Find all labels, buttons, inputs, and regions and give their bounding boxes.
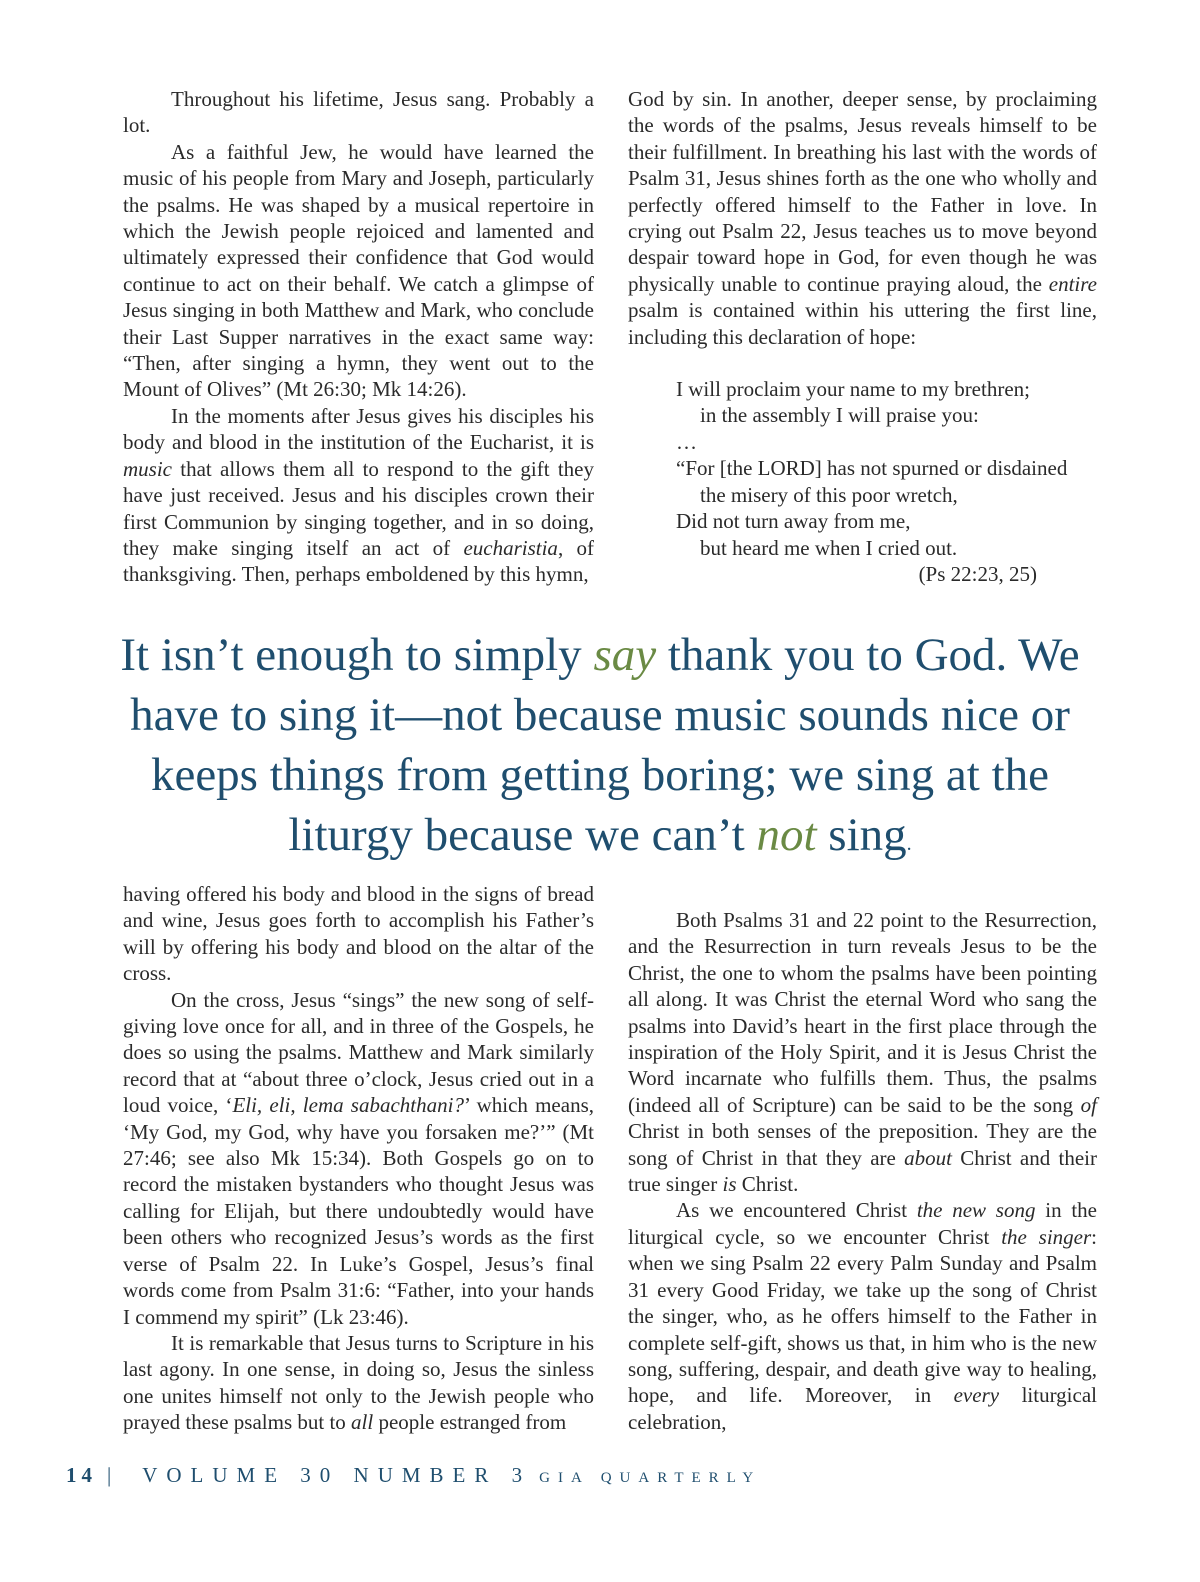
paragraph: As we encountered Christ the new song in the liturgical cycle, so we encounter Christ the singer: when we sing Psalm 22 every Palm Sunday and Psalm 31 every Good Friday, we take up the song of Christ the singer, who, as he offers himself to the Father in complete self-gift, shows us that, in him who is the new song, suffering, despair, and death give way to healing, hope, and life. Moreover, in every liturgical celebration, [628,1198,1098,1434]
column-top-left [123,86,594,588]
quote-line: in the assembly I will praise you: [700,403,979,428]
quote-line: … [676,429,697,454]
quote-line: “For [the LORD] has not spurned or disdained [676,456,1068,481]
page-footer [66,1463,1166,1488]
quote-line: but heard me when I cried out. [700,535,958,560]
paragraph: It is remarkable that Jesus turns to Scripture in his last agony. In one sense, in doing so, Jesus the sinless one unites himself not only to the Jewish people who prayed these psalms but to all people estranged from [123,1330,594,1435]
column-top-right [628,86,1097,587]
quote-line: I will proclaim your name to my brethren; [676,377,1030,402]
paragraph: As a faithful Jew, he would have learned the music of his people from Mary and Joseph, particularly the psalms. He was shaped by a musical repertoire in which the Jewish people rejoiced and lamented and ultimately expressed their confidence that God would continue to act on their behalf. We catch a glimpse of Jesus singing in both Matthew and Mark, who conclude their Last Supper narratives in the exact same way: “Then, after singing a hymn, they went out to the Mount of Olives” (Mt 26:30; Mk 14:26). [123,139,594,402]
paragraph: God by sin. In another, deeper sense, by proclaiming the words of the psalms, Jesus reveals himself to be their fulfillment. In breathing his last with the words of Psalm 31, Jesus shines forth as the one who wholly and perfectly offered himself to the Father in love. In crying out Psalm 22, Jesus teaches us to move beyond despair toward hope in God, for even though he was physically unable to continue praying aloud, the entire psalm is contained within his uttering the first line, including this declaration of hope: [628,87,1097,349]
paragraph: Both Psalms 31 and 22 point to the Resurrection, and the Resurrection in turn reveals Jesus to be the Christ, the one to whom the psalms have been pointing all along. It was Christ the eternal Word who sang the psalms into David’s heart in the first place through the inspiration of the Holy Spirit, and it is Jesus Christ the Word incarnate who fulfills them. Thus, the psalms (indeed all of Scripture) can be said to be the song of Christ in both senses of the preposition. They are the song of Christ in that they are about Christ and their true singer is Christ. [628,908,1097,1197]
volume-label: VOLUME 30 NUMBER 3 [142,1463,532,1487]
quote-citation: (Ps 22:23, 25) [918,561,1037,586]
page-number: 14 [66,1463,97,1487]
column-bottom-right [628,907,1097,1435]
emphasis-say: say [593,629,657,681]
pull-quote: It isn’t enough to simply say thank you to God. We have to sing it—not because music sounds nice or keeps things from getting boring; we sing at the liturgy because we can’t not sing. [120,629,1080,861]
footer-separator: | [107,1463,121,1487]
scripture-quote [676,376,1097,587]
paragraph: having offered his body and blood in the signs of bread and wine, Jesus goes forth to accomplish his Father’s will by offering his body and blood on the altar of the cross. [123,882,594,986]
emphasis-not: not [756,809,817,861]
paragraph: Throughout his lifetime, Jesus sang. Probably a lot. [123,87,594,138]
publication-name: GIA QUARTERLY [539,1470,762,1486]
quote-line: the misery of this poor wretch, [700,482,958,507]
quote-line: Did not turn away from me, [676,509,911,534]
column-bottom-left [123,881,594,1436]
paragraph: On the cross, Jesus “sings” the new song of self-giving love once for all, and in three of the Gospels, he does so using the psalms. Matthew and Mark similarly record that at “about three o’clock, Jesus cried out in a loud voice, ‘Eli, eli, lema sabachthani?’ which means, ‘My God, my God, why have you forsaken me?’” (Mt 27:46; see also Mk 15:34). Both Gospels go on to record the mistaken bystanders who thought Jesus was calling for Elijah, but there undoubtedly would have been others who recognized Jesus’s words as the first verse of Psalm 22. In Luke’s Gospel, Jesus’s final words come from Psalm 31:6: “Father, into your hands I commend my spirit” (Lk 23:46). [123,987,594,1329]
paragraph: In the moments after Jesus gives his disciples his body and blood in the institution of the Eucharist, it is music that allows them all to respond to the gift they have just received. Jesus and his disciples crown their first Communion by singing together, and in so doing, they make singing itself an act of eucharistia, of thanksgiving. Then, perhaps emboldened by this hymn, [123,403,594,587]
